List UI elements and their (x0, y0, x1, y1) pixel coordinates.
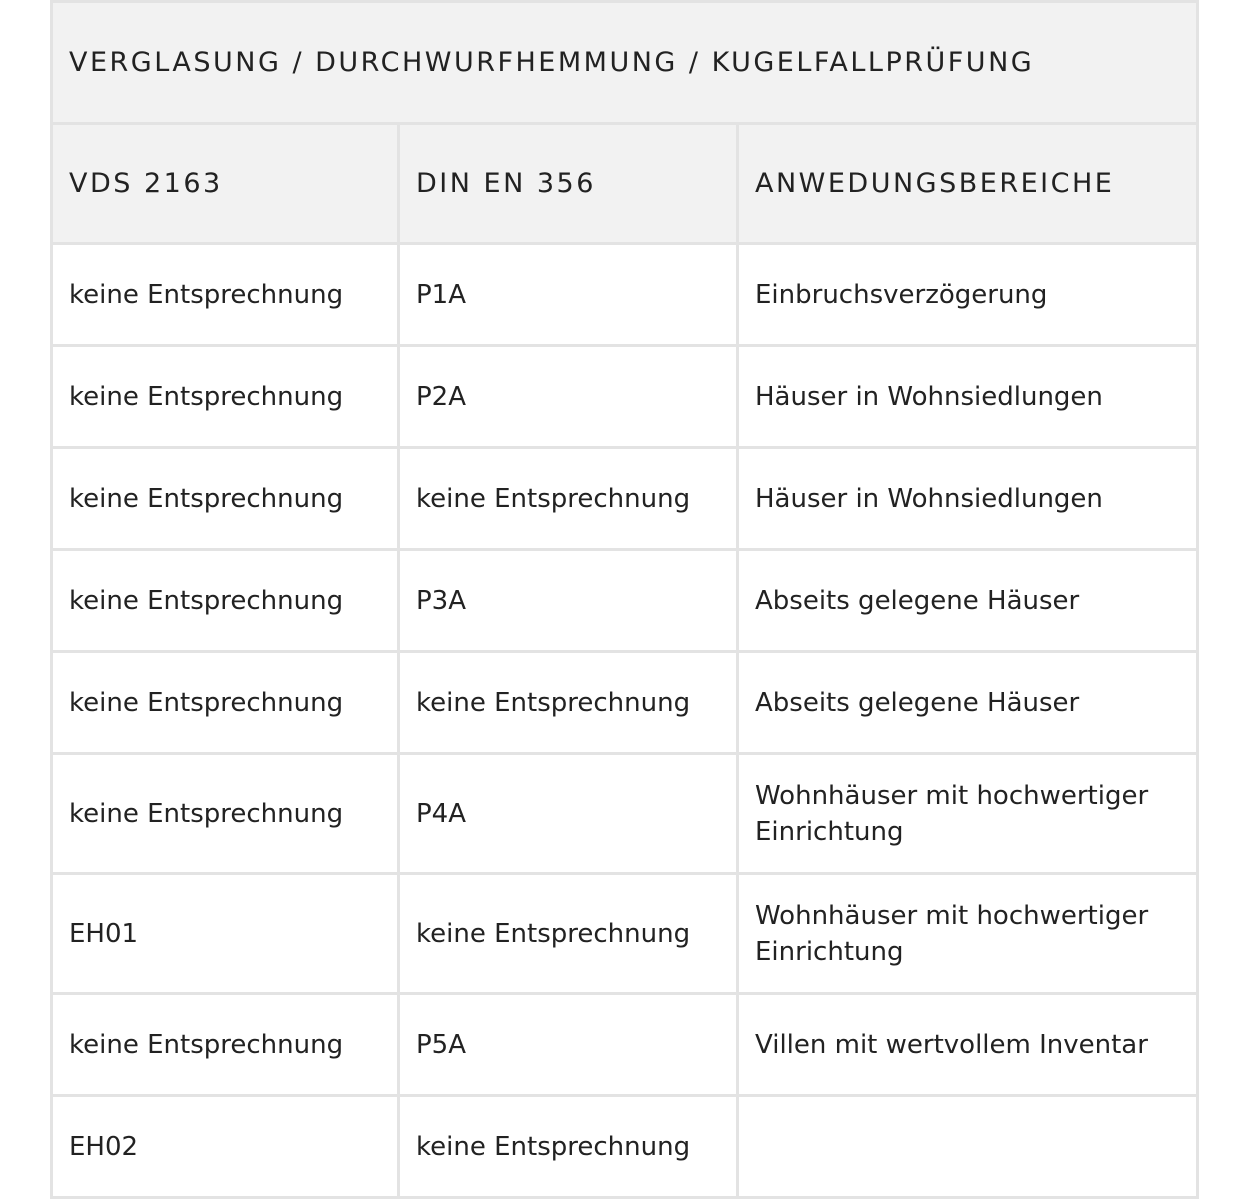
cell-din: P4A (399, 754, 738, 874)
header-din-en-356: DIN EN 356 (399, 124, 738, 244)
cell-anwendung: Abseits gelegene Häuser (738, 550, 1198, 652)
cell-vds: keine Entsprechnung (52, 994, 399, 1096)
cell-anwendung: Einbruchsverzögerung (738, 244, 1198, 346)
cell-din: keine Entsprechnung (399, 652, 738, 754)
cell-anwendung: Villen mit wertvollem Inventar (738, 994, 1198, 1096)
cell-vds: keine Entsprechnung (52, 346, 399, 448)
table-title: VERGLASUNG / DURCHWURFHEMMUNG / KUGELFALLPRÜFUNG (52, 2, 1198, 124)
cell-vds: keine Entsprechnung (52, 448, 399, 550)
cell-din: P2A (399, 346, 738, 448)
table-row (52, 1096, 1198, 1198)
cell-din: P3A (399, 550, 738, 652)
cell-vds: keine Entsprechnung (52, 754, 399, 874)
cell-anwendung: Wohnhäuser mit hochwertiger Einrichtung (738, 754, 1198, 874)
table-title-row (52, 2, 1198, 124)
table-row (52, 754, 1198, 874)
cell-vds: keine Entsprechnung (52, 244, 399, 346)
glazing-standards-table (50, 0, 1199, 1199)
cell-anwendung: Häuser in Wohnsiedlungen (738, 346, 1198, 448)
cell-anwendung: Häuser in Wohnsiedlungen (738, 448, 1198, 550)
cell-vds: keine Entsprechnung (52, 652, 399, 754)
header-vds-2163: VDS 2163 (52, 124, 399, 244)
table-row (52, 874, 1198, 994)
cell-anwendung: Wohnhäuser mit hochwertiger Einrichtung (738, 874, 1198, 994)
header-anwendungsbereiche: ANWEDUNGSBEREICHE (738, 124, 1198, 244)
table-row (52, 448, 1198, 550)
table-row (52, 244, 1198, 346)
table-row (52, 346, 1198, 448)
cell-vds: EH01 (52, 874, 399, 994)
cell-din: keine Entsprechnung (399, 874, 738, 994)
cell-din: keine Entsprechnung (399, 448, 738, 550)
table-row (52, 550, 1198, 652)
glazing-standards-table-container (50, 0, 1196, 1199)
table-row (52, 652, 1198, 754)
cell-vds: EH02 (52, 1096, 399, 1198)
table-row (52, 994, 1198, 1096)
cell-din: P5A (399, 994, 738, 1096)
cell-anwendung (738, 1096, 1198, 1198)
cell-vds: keine Entsprechnung (52, 550, 399, 652)
cell-anwendung: Abseits gelegene Häuser (738, 652, 1198, 754)
cell-din: keine Entsprechnung (399, 1096, 738, 1198)
cell-din: P1A (399, 244, 738, 346)
table-header-row (52, 124, 1198, 244)
